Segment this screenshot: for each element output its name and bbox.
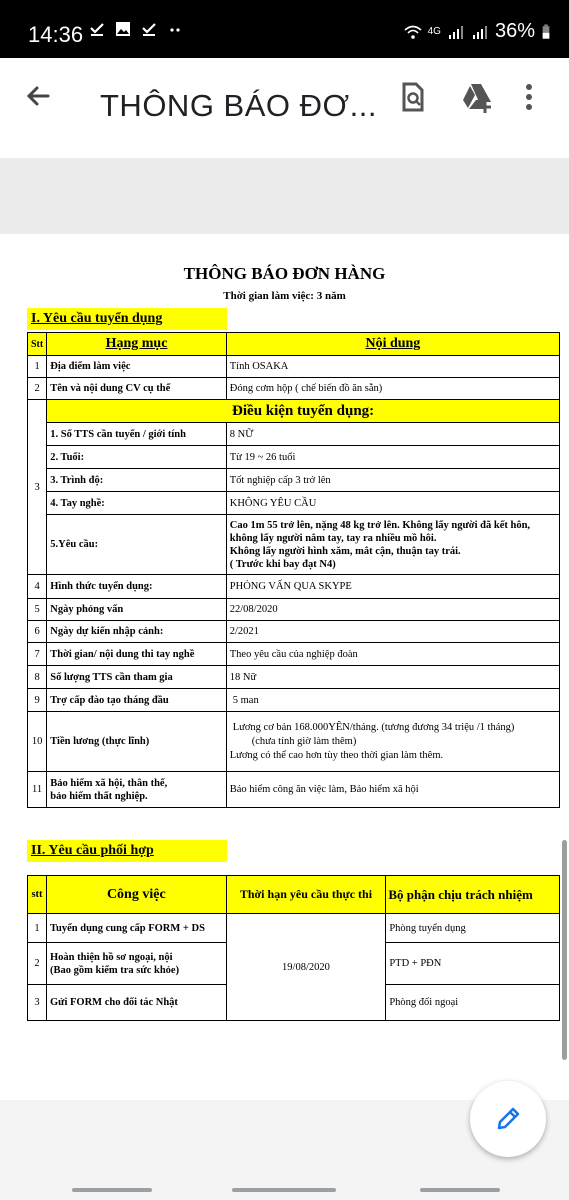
col-stt: Stt [28, 333, 47, 356]
row-stt: 2 [28, 943, 47, 985]
page-gap [0, 158, 569, 234]
req-line: ( Trước khi bay đạt N4) [229, 558, 336, 570]
row-dept: PTD + PĐN [386, 943, 560, 985]
col-content: Nội dung [226, 333, 559, 356]
gesture-nav-bar [0, 1180, 569, 1200]
row-content: PHỎNG VẤN QUA SKYPE [226, 575, 559, 599]
document-title: THÔNG BÁO ĐƠ... [100, 88, 377, 123]
status-time: 14:36 [28, 22, 84, 47]
battery-percent: 36% [494, 20, 535, 42]
edit-button[interactable] [470, 1081, 546, 1157]
table-header-row [28, 876, 560, 914]
scrollbar[interactable] [562, 840, 567, 1060]
status-bar [0, 0, 569, 58]
row-stt: 3 [28, 985, 47, 1021]
row-dept: Phòng tuyển dụng [386, 914, 560, 943]
section-heading-1: I. Yêu cầu tuyển dụng [27, 308, 227, 330]
row-content: 18 Nữ [226, 666, 559, 689]
more-vert-icon[interactable] [522, 80, 536, 114]
table-row [28, 446, 560, 469]
row-content: Từ 19 ~ 26 tuổi [226, 446, 559, 469]
table-row [28, 378, 560, 400]
table-row [28, 469, 560, 492]
table-row [28, 492, 560, 515]
app-bar [0, 58, 569, 158]
row-content: Theo yêu cầu của nghiệp đoàn [226, 643, 559, 666]
row-item: Địa điểm làm việc [47, 356, 227, 378]
row-stt: 3 [28, 400, 47, 575]
row-job: Gửi FORM cho đối tác Nhật [46, 985, 226, 1021]
document-page [0, 234, 569, 1100]
requirements-table [27, 332, 560, 808]
table-row [28, 356, 560, 378]
salary-line: Lương có thể cao hơn tùy theo thời gian làm thêm. [229, 749, 444, 761]
download-done-icon [88, 20, 106, 38]
col-item: Hạng mục [47, 333, 227, 356]
nav-home[interactable] [232, 1188, 336, 1192]
row-content: Tỉnh OSAKA [226, 356, 559, 378]
download-done-icon-2 [140, 20, 158, 38]
row-item: Thời gian/ nội dung thi tay nghề [47, 643, 227, 666]
table-row [28, 599, 560, 621]
col-job: Công việc [46, 876, 226, 914]
row-content [226, 712, 559, 772]
row-item: Trợ cấp đào tạo tháng đầu [47, 689, 227, 712]
table-row [28, 575, 560, 599]
row-stt: 1 [28, 356, 47, 378]
row-stt: 5 [28, 599, 47, 621]
row-content: 5 man [226, 689, 559, 712]
edit-pencil-icon [494, 1105, 522, 1133]
row-content: 2/2021 [226, 621, 559, 643]
row-content [226, 515, 559, 575]
row-item: 3. Trình độ: [47, 469, 227, 492]
row-stt: 8 [28, 666, 47, 689]
add-to-drive-icon[interactable] [460, 80, 494, 114]
row-content: 22/08/2020 [226, 599, 559, 621]
job-line: (Bao gồm kiểm tra sức khỏe) [49, 964, 180, 976]
insurance-line: Bảo hiểm xã hội, thân thể, [50, 777, 168, 789]
arrow-back-icon[interactable] [22, 80, 54, 112]
salary-line: (chưa tính giờ làm thêm) [251, 735, 357, 747]
row-stt: 7 [28, 643, 47, 666]
table-row [28, 515, 560, 575]
table-row [28, 914, 560, 943]
nav-recent[interactable] [72, 1188, 152, 1192]
row-item: Số lượng TTS cần tham gia [47, 666, 227, 689]
row-item: 1. Số TTS cần tuyển / giới tính [47, 423, 227, 446]
salary-line: Lương cơ bản 168.000YÊN/tháng. (tương đương 34 triệu /1 tháng) [232, 721, 515, 733]
job-line: Hoàn thiện hồ sơ ngoại, nội [49, 951, 173, 963]
row-stt: 4 [28, 575, 47, 599]
row-content: Đóng cơm hộp ( chế biến đồ ăn sẵn) [226, 378, 559, 400]
section-heading-2: II. Yêu cầu phối hợp [27, 840, 227, 862]
row-item: Tiền lương (thực lĩnh) [47, 712, 227, 772]
col-stt: stt [28, 876, 47, 914]
row-stt: 6 [28, 621, 47, 643]
conditions-header-row [28, 400, 560, 423]
find-in-page-icon[interactable] [396, 80, 430, 114]
row-item: Hình thức tuyển dụng: [47, 575, 227, 599]
row-item: Ngày dự kiến nhập cảnh: [47, 621, 227, 643]
row-content: Tốt nghiệp cấp 3 trở lên [226, 469, 559, 492]
signal-icon [447, 23, 465, 41]
insurance-line: bảo hiểm thất nghiệp. [50, 790, 148, 802]
row-content: 8 NỮ [226, 423, 559, 446]
row-item: 5.Yêu cầu: [47, 515, 227, 575]
row-item: Tên và nội dung CV cụ thể [47, 378, 227, 400]
row-stt: 9 [28, 689, 47, 712]
table-row [28, 423, 560, 446]
row-job: Tuyển dụng cung cấp FORM + DS [46, 914, 226, 943]
row-content: KHÔNG YÊU CẦU [226, 492, 559, 515]
doc-subtitle: Thời gian làm việc: 3 năm [223, 290, 346, 302]
table-row [28, 643, 560, 666]
row-content: Bảo hiểm công ăn việc làm, Bảo hiểm xã hội [226, 772, 559, 808]
row-stt: 2 [28, 378, 47, 400]
req-line: Không lấy người hình xăm, mắt cận, thuận tay trái. [229, 545, 461, 557]
col-deadline: Thời hạn yêu cầu thực thi [226, 876, 386, 914]
battery-icon [541, 23, 551, 41]
table-header-row [28, 333, 560, 356]
table-row [28, 772, 560, 808]
row-stt: 10 [28, 712, 47, 772]
table-row [28, 621, 560, 643]
row-item: Ngày phỏng vấn [47, 599, 227, 621]
image-icon [114, 20, 132, 38]
row-stt: 11 [28, 772, 47, 808]
row-item: 4. Tay nghề: [47, 492, 227, 515]
row-item [47, 772, 227, 808]
wifi-icon [404, 23, 422, 41]
col-dept: Bộ phận chịu trách nhiệm [386, 876, 560, 914]
more-notifications-icon [166, 20, 184, 38]
coordination-table [27, 875, 560, 1021]
row-deadline: 19/08/2020 [226, 914, 386, 1021]
conditions-heading: Điều kiện tuyển dụng: [47, 400, 560, 423]
doc-heading: THÔNG BÁO ĐƠN HÀNG [183, 264, 386, 283]
row-job [46, 943, 226, 985]
row-dept: Phòng đối ngoại [386, 985, 560, 1021]
row-item: 2. Tuổi: [47, 446, 227, 469]
signal-icon-2 [471, 23, 489, 41]
req-line: Cao 1m 55 trở lên, nặng 48 kg trở lên. Không lấy người đã kết hôn, [229, 519, 531, 531]
table-row [28, 666, 560, 689]
table-row [28, 689, 560, 712]
row-stt: 1 [28, 914, 47, 943]
network-type: 4G [427, 26, 441, 37]
nav-back[interactable] [420, 1188, 500, 1192]
table-row [28, 712, 560, 772]
req-line: không lấy người nắm tay, tay ra nhiều mồ hôi. [229, 532, 437, 544]
